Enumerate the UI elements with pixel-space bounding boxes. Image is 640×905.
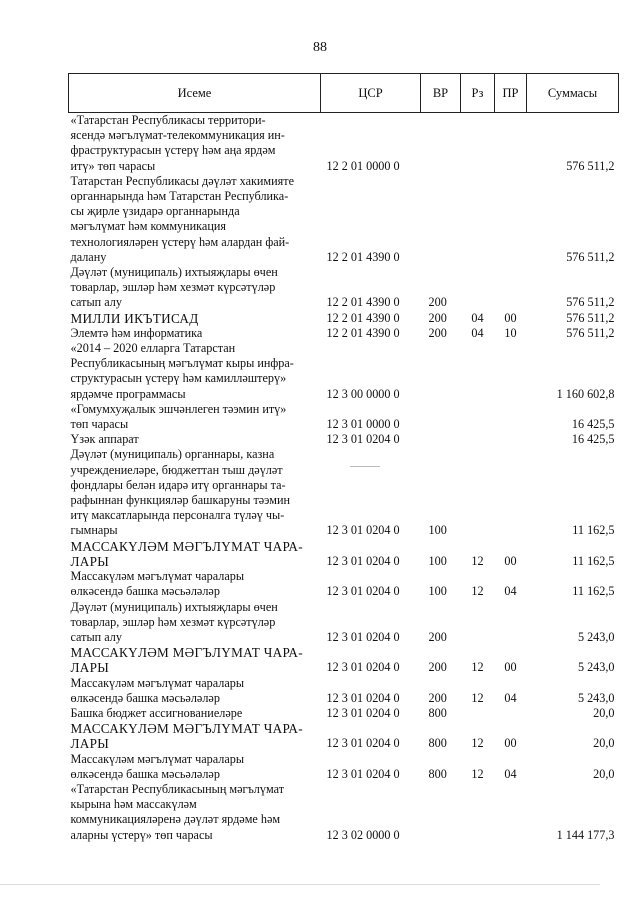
cell-csr: 12 3 01 0204 0 [326, 584, 400, 599]
cell-csr: 12 2 01 0000 0 [326, 158, 400, 173]
column-header-pr: ПР [495, 74, 527, 113]
cell-csr: 12 3 00 0000 0 [326, 386, 400, 401]
cell-csr: 12 3 01 0204 0 [326, 690, 400, 705]
cell-name: Дәүләт (муниципаль) ихтыяҗлары өчен товарлар, эшләр һәм хезмәт күрсәтүләр сатып алу [70, 599, 278, 644]
cell-sum: 1 160 602,8 [556, 386, 615, 401]
cell-pr [495, 265, 527, 311]
cell-vr [421, 341, 461, 402]
cell-pr [495, 600, 527, 646]
cell-rz [461, 174, 495, 265]
cell-pr [495, 782, 527, 843]
cell-csr: 12 3 01 0000 0 [326, 417, 400, 432]
table-row [69, 113, 619, 174]
table-row [69, 341, 619, 402]
cell-rz: 04 [471, 325, 484, 340]
cell-pr: 04 [504, 766, 517, 781]
cell-vr [421, 402, 461, 432]
cell-csr: 12 3 01 0204 0 [326, 766, 400, 781]
cell-pr [495, 432, 527, 447]
cell-name: МАССАКҮЛӘМ МӘГЪЛҮМАТ ЧАРА- ЛАРЫ [70, 645, 303, 676]
cell-sum: 11 162,5 [572, 523, 615, 538]
table-row [69, 752, 619, 782]
cell-rz: 12 [471, 690, 484, 705]
cell-pr: 00 [504, 736, 517, 751]
cell-sum: 5 243,0 [577, 690, 615, 705]
column-header-sum: Суммасы [527, 74, 619, 113]
cell-rz: 12 [471, 766, 484, 781]
cell-rz: 12 [471, 736, 484, 751]
cell-rz [461, 706, 495, 721]
cell-pr [495, 174, 527, 265]
cell-pr [495, 447, 527, 538]
cell-rz [461, 600, 495, 646]
column-header-vr: ВР [421, 74, 461, 113]
cell-sum: 1 144 177,3 [556, 827, 615, 842]
cell-sum: 576 511,2 [566, 158, 615, 173]
cell-name: Массакүләм мәгълүмат чаралары өлкәсендә башка мәсьәләләр [70, 751, 245, 781]
cell-sum: 576 511,2 [566, 310, 615, 325]
cell-sum: 5 243,0 [577, 660, 615, 675]
cell-csr: 12 3 02 0000 0 [326, 827, 400, 842]
cell-name: «2014 – 2020 елларга Татарстан Республикасының мәгълүмат кыры инфра- структурасын үстерү һәм камилләштерү» ярдәмче программасы [70, 341, 294, 401]
table-row [69, 311, 619, 326]
cell-csr: 12 2 01 4390 0 [326, 310, 400, 325]
cell-pr [495, 113, 527, 174]
table-row [69, 539, 619, 569]
table-row [69, 265, 619, 311]
cell-sum: 16 425,5 [571, 417, 615, 432]
table-body [69, 113, 619, 843]
cell-sum: 20,0 [593, 766, 615, 781]
cell-pr: 04 [504, 690, 517, 705]
table-row [69, 645, 619, 675]
table-row [69, 676, 619, 706]
cell-vr [421, 432, 461, 447]
cell-rz [461, 402, 495, 432]
cell-csr: 12 3 01 0204 0 [326, 553, 400, 568]
table-header [69, 74, 619, 113]
cell-name: МИЛЛИ ИКЪТИСАД [70, 310, 199, 326]
budget-table [68, 73, 619, 843]
table-row [69, 706, 619, 721]
cell-vr [421, 174, 461, 265]
cell-csr: 12 3 01 0204 0 [326, 736, 400, 751]
cell-pr [495, 341, 527, 402]
column-header-name: Исеме [69, 74, 321, 113]
cell-csr: 12 3 01 0204 0 [326, 660, 400, 675]
table-row [69, 782, 619, 843]
cell-rz [461, 113, 495, 174]
cell-pr: 04 [504, 584, 517, 599]
cell-pr [495, 402, 527, 432]
cell-csr: 12 3 01 0204 0 [326, 523, 400, 538]
cell-csr: 12 3 01 0204 0 [326, 432, 400, 447]
cell-csr: 12 2 01 4390 0 [326, 249, 400, 264]
cell-pr: 00 [504, 660, 517, 675]
cell-rz: 12 [471, 584, 484, 599]
cell-vr: 200 [428, 325, 447, 340]
table-row [69, 600, 619, 646]
cell-rz: 04 [471, 310, 484, 325]
cell-name: «Татарстан Республикасының мәгълүмат кырына һәм массакүләм коммуникацияләренә дәүләт ярдәме һәм аларны үстерү» төп чарасы [70, 781, 285, 842]
cell-sum: 20,0 [593, 705, 615, 720]
table-row [69, 326, 619, 341]
cell-sum: 576 511,2 [566, 325, 615, 340]
cell-name: МАССАКҮЛӘМ МӘГЪЛҮМАТ ЧАРА- ЛАРЫ [70, 721, 303, 752]
cell-name: Башка бюджет ассигнованиеләре [70, 705, 243, 720]
cell-name: МАССАКҮЛӘМ МӘГЪЛҮМАТ ЧАРА- ЛАРЫ [70, 538, 303, 569]
cell-rz [461, 432, 495, 447]
cell-name: Татарстан Республикасы дәүләт хакимияте органнарында һәм Татарстан Республика- сы җирле үзидарә органнарында мәгълүмат һәм коммуникация технологияләрен үстерү һәм алардан фай- далану [70, 173, 294, 264]
cell-sum: 20,0 [593, 736, 615, 751]
cell-vr: 800 [428, 766, 447, 781]
cell-rz [461, 447, 495, 538]
table-row [69, 432, 619, 447]
cell-rz: 12 [471, 660, 484, 675]
cell-pr: 00 [504, 310, 517, 325]
cell-sum: 576 511,2 [566, 295, 615, 310]
cell-csr: 12 3 01 0204 0 [326, 629, 400, 644]
cell-vr [421, 782, 461, 843]
cell-sum: 5 243,0 [577, 629, 615, 644]
cell-sum: 576 511,2 [566, 249, 615, 264]
cell-vr: 100 [428, 523, 447, 538]
column-header-csr: ЦСР [321, 74, 421, 113]
table-row [69, 447, 619, 538]
cell-rz [461, 341, 495, 402]
cell-vr: 800 [428, 736, 447, 751]
cell-rz: 12 [471, 553, 484, 568]
cell-vr: 100 [428, 584, 447, 599]
table-row [69, 721, 619, 751]
table-row [69, 174, 619, 265]
cell-pr: 00 [504, 553, 517, 568]
scan-artifact [0, 884, 600, 885]
cell-vr: 200 [428, 295, 447, 310]
cell-csr: 12 2 01 4390 0 [326, 325, 400, 340]
cell-csr: 12 2 01 4390 0 [326, 295, 400, 310]
cell-vr: 200 [428, 629, 447, 644]
cell-name: Дәүләт (муниципаль) ихтыяҗлары өчен товарлар, эшләр һәм хезмәт күрсәтүләр сатып алу [70, 265, 278, 310]
cell-pr [495, 706, 527, 721]
cell-sum: 11 162,5 [572, 584, 615, 599]
cell-vr: 200 [428, 310, 447, 325]
cell-sum: 16 425,5 [571, 432, 615, 447]
cell-vr: 800 [428, 705, 447, 720]
column-header-rz: Рз [461, 74, 495, 113]
cell-pr: 10 [504, 325, 517, 340]
cell-vr: 100 [428, 553, 447, 568]
cell-name: «Гомумхуҗалык эшчәнлеген тәэмин итү» төп чарасы [70, 401, 287, 432]
cell-sum: 11 162,5 [572, 553, 615, 568]
page-number: 88 [313, 40, 327, 55]
cell-name: Массакүләм мәгълүмат чаралары өлкәсендә башка мәсьәләләр [70, 675, 245, 705]
table-row [69, 402, 619, 432]
cell-name: Элемтә һәм информатика [70, 325, 203, 340]
cell-vr [421, 113, 461, 174]
cell-name: Дәүләт (муниципаль) органнары, казна учреждениеләре, бюджеттан тыш дәүләт фондлары белән идарә итү органнары та- рафыннан функцияләр башкаруны тәэмин итү максатларында персоналга түләү чы- гымнары [70, 447, 291, 538]
table-row [69, 569, 619, 599]
cell-name: Массакүләм мәгълүмат чаралары өлкәсендә башка мәсьәләләр [70, 569, 245, 599]
cell-name: Үзәк аппарат [70, 432, 139, 447]
scan-artifact [350, 466, 380, 467]
cell-rz [461, 782, 495, 843]
cell-vr: 200 [428, 660, 447, 675]
cell-csr: 12 3 01 0204 0 [326, 705, 400, 720]
cell-name: «Татарстан Республикасы территори- ясендә мәгълүмат-телекоммуникация ин- фраструктурасын үстерү һәм аңа ярдәм итү» төп чарасы [70, 113, 285, 173]
cell-rz [461, 265, 495, 311]
cell-vr: 200 [428, 690, 447, 705]
